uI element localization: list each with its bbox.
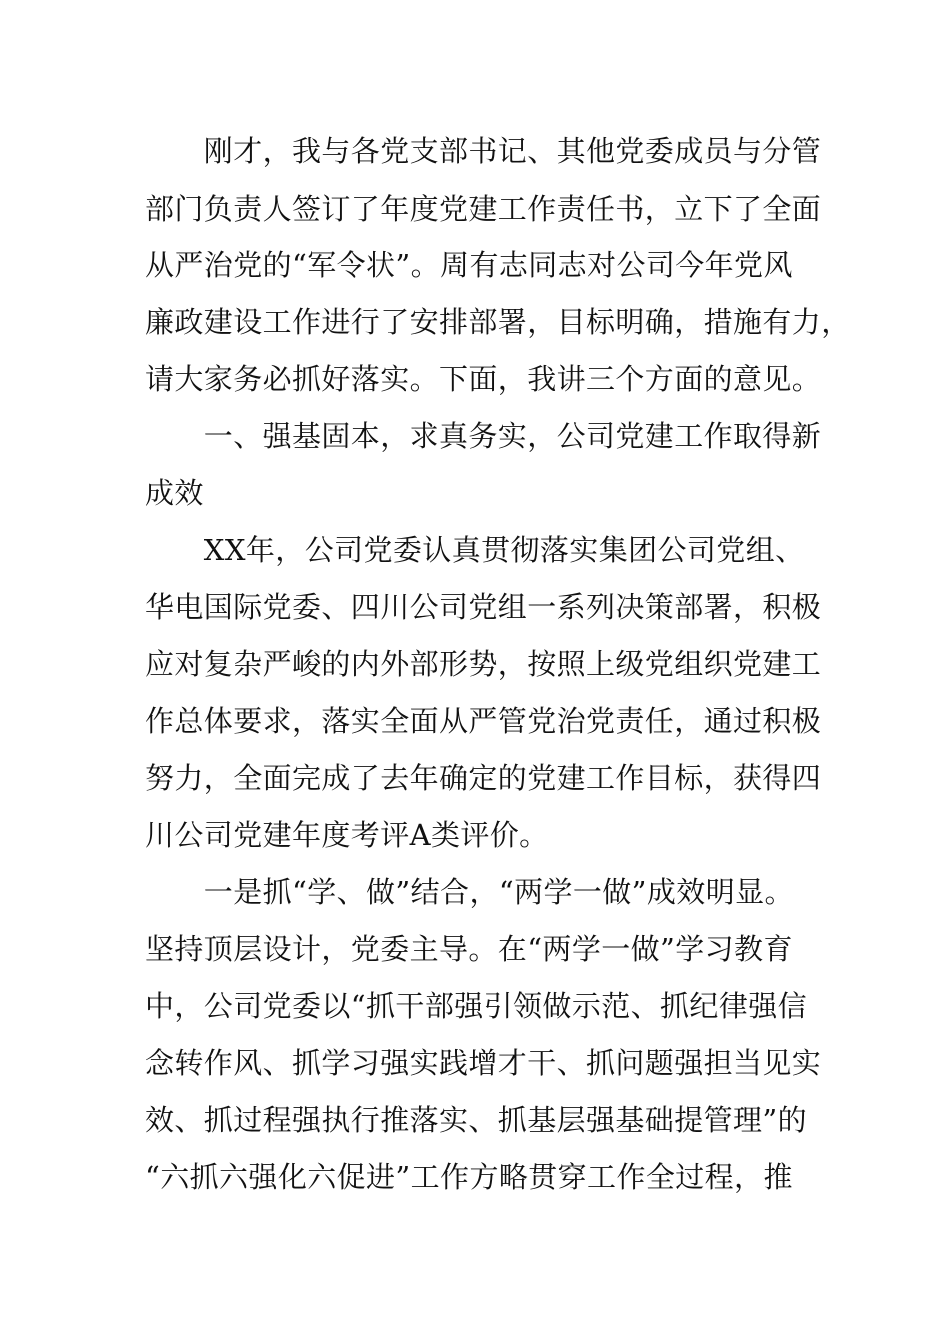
text-line: 部门负责人签订了年度党建工作责任书，立下了全面 <box>145 192 822 226</box>
text-line: 华电国际党委、四川公司党组一系列决策部署，积极 <box>145 590 822 624</box>
text-line: 念转作风、抓学习强实践增才干、抓问题强担当见实 <box>145 1046 822 1080</box>
text-line: 努力，全面完成了去年确定的党建工作目标，获得四 <box>145 761 822 795</box>
text-line: 廉政建设工作进行了安排部署，目标明确，措施有力， <box>145 305 851 339</box>
text-line: 从严治党的“军令状”。周有志同志对公司今年党风 <box>145 248 793 282</box>
section-heading-cont: 成效 <box>145 476 204 510</box>
text-line: 作总体要求，落实全面从严管党治党责任，通过积极 <box>145 704 822 738</box>
text-line: “六抓六强化六促进”工作方略贯穿工作全过程，推 <box>145 1160 793 1194</box>
text-line: 一是抓“学、做”结合，“两学一做”成效明显。 <box>145 875 794 909</box>
text-line: 刚才，我与各党支部书记、其他党委成员与分管 <box>145 134 822 168</box>
text-line: 中，公司党委以“抓干部强引领做示范、抓纪律强信 <box>145 989 808 1023</box>
text-line: XX年，公司党委认真贯彻落实集团公司党组、 <box>145 533 805 567</box>
section-heading: 一、强基固本，求真务实，公司党建工作取得新 <box>145 419 822 453</box>
text-line: 应对复杂严峻的内外部形势，按照上级党组织党建工 <box>145 647 822 681</box>
text-line: 坚持顶层设计，党委主导。在“两学一做”学习教育 <box>145 932 793 966</box>
text-line: 效、抓过程强执行推落实、抓基层强基础提管理”的 <box>145 1103 808 1137</box>
text-line: 请大家务必抓好落实。下面，我讲三个方面的意见。 <box>145 362 822 396</box>
text-line: 川公司党建年度考评A类评价。 <box>145 818 549 852</box>
